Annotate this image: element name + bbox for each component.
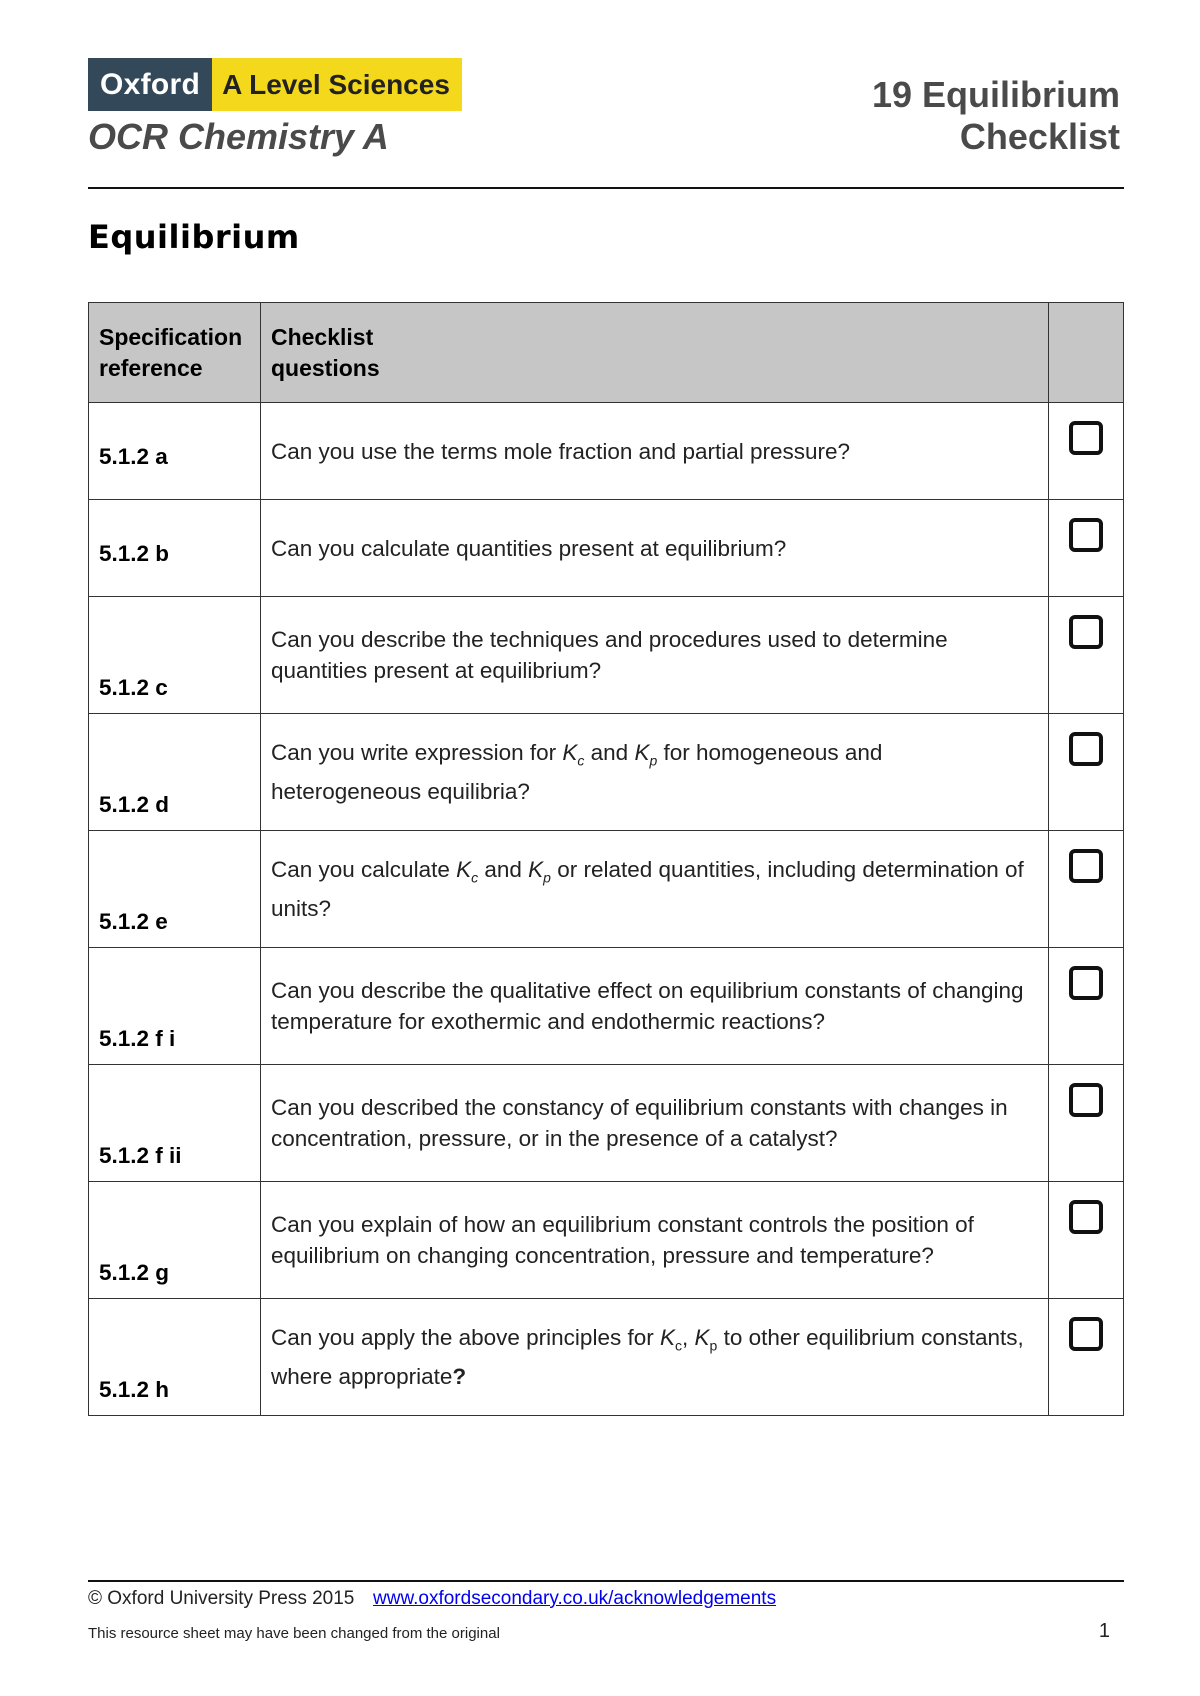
checklist-question bbox=[260, 597, 1048, 714]
section-heading: Equilibrium bbox=[88, 218, 300, 256]
spec-reference: 5.1.2 g bbox=[89, 1182, 261, 1299]
table-row bbox=[89, 403, 1124, 500]
table-row bbox=[89, 1299, 1124, 1416]
table-row bbox=[89, 1182, 1124, 1299]
checkbox-icon[interactable] bbox=[1069, 1200, 1103, 1234]
checkbox-cell bbox=[1049, 948, 1124, 1065]
question-text: c bbox=[577, 752, 585, 769]
question-text: c bbox=[674, 1337, 682, 1354]
question-text: p bbox=[649, 752, 658, 769]
checkbox-header bbox=[1049, 303, 1124, 403]
acknowledgements-link[interactable]: www.oxfordsecondary.co.uk/acknowledgements bbox=[373, 1588, 777, 1609]
checkbox-icon[interactable] bbox=[1069, 732, 1103, 766]
question-text: Can you apply the above principles for bbox=[270, 1324, 660, 1350]
checklist-question bbox=[260, 1065, 1048, 1182]
questions-header-line1: Checklist bbox=[270, 323, 374, 350]
table-row bbox=[89, 1065, 1124, 1182]
checkbox-cell bbox=[1049, 500, 1124, 597]
question-text: , bbox=[681, 1324, 695, 1350]
question-text: Can you calculate quantities present at equilibrium? bbox=[270, 535, 787, 561]
checkbox-icon[interactable] bbox=[1069, 518, 1103, 552]
table-row bbox=[89, 714, 1124, 831]
spec-reference: 5.1.2 c bbox=[89, 597, 261, 714]
checkbox-icon[interactable] bbox=[1069, 1317, 1103, 1351]
checkbox-icon[interactable] bbox=[1069, 1083, 1103, 1117]
copyright: © Oxford University Press 2015 bbox=[88, 1588, 355, 1609]
spec-ref-header bbox=[89, 303, 261, 403]
question-text: K bbox=[634, 739, 650, 765]
question-text: p bbox=[543, 869, 551, 886]
checklist-question bbox=[260, 500, 1048, 597]
question-text: and bbox=[584, 739, 635, 765]
question-text: Can you describe the techniques and procedures used to determine quantities present at equilibrium? bbox=[270, 627, 948, 683]
spec-reference: 5.1.2 b bbox=[89, 500, 261, 597]
table-row bbox=[89, 500, 1124, 597]
question-text: Can you describe the qualitative effect on equilibrium constants of changing temperature for exothermic and endothermic reactions? bbox=[270, 978, 1024, 1034]
checkbox-cell bbox=[1049, 831, 1124, 948]
document-title-line2: Checklist bbox=[959, 116, 1120, 157]
question-text: to other equilibrium constants, where appropriate bbox=[270, 1324, 1024, 1390]
brand-logo bbox=[88, 58, 462, 111]
checklist-table bbox=[88, 302, 1124, 1416]
question-text: and bbox=[478, 856, 529, 882]
checklist-question bbox=[260, 948, 1048, 1065]
header-divider bbox=[88, 187, 1124, 189]
disclaimer: This resource sheet may have been changed from the original bbox=[88, 1625, 500, 1642]
table-header-row bbox=[89, 303, 1124, 403]
table-row bbox=[89, 948, 1124, 1065]
question-text: p bbox=[709, 1337, 718, 1354]
page-number: 1 bbox=[1098, 1620, 1110, 1642]
questions-header-line2: questions bbox=[270, 354, 380, 381]
spec-reference: 5.1.2 f ii bbox=[89, 1065, 261, 1182]
checkbox-cell bbox=[1049, 1065, 1124, 1182]
question-text: K bbox=[456, 856, 472, 882]
question-text: K bbox=[694, 1324, 710, 1350]
logo-product: A Level Sciences bbox=[212, 58, 462, 111]
question-text: ? bbox=[452, 1364, 467, 1390]
question-text: Can you write expression for bbox=[270, 739, 563, 765]
checkbox-icon[interactable] bbox=[1069, 421, 1103, 455]
checklist-question bbox=[260, 714, 1048, 831]
question-text: for homogeneous and heterogeneous equilibria? bbox=[270, 739, 883, 805]
checkbox-cell bbox=[1049, 1182, 1124, 1299]
checkbox-icon[interactable] bbox=[1069, 966, 1103, 1000]
spec-reference: 5.1.2 a bbox=[89, 403, 261, 500]
question-text: Can you calculate bbox=[270, 856, 457, 882]
subject-title: OCR Chemistry A bbox=[88, 116, 389, 157]
checkbox-cell bbox=[1049, 403, 1124, 500]
spec-reference: 5.1.2 h bbox=[89, 1299, 261, 1416]
question-text: c bbox=[471, 869, 479, 886]
checklist-question bbox=[260, 831, 1048, 948]
checkbox-cell bbox=[1049, 714, 1124, 831]
question-text: K bbox=[659, 1324, 675, 1350]
question-text: K bbox=[528, 856, 544, 882]
checklist-question bbox=[260, 403, 1048, 500]
spec-ref-header-line2: reference bbox=[99, 354, 203, 381]
question-text: K bbox=[562, 739, 578, 765]
question-text: or related quantities, including determination of units? bbox=[270, 856, 1024, 922]
spec-ref-header-line1: Specification bbox=[99, 323, 243, 350]
questions-header bbox=[260, 303, 1048, 403]
question-text: Can you explain of how an equilibrium constant controls the position of equilibrium on changing concentration, pressure and temperature? bbox=[270, 1212, 974, 1268]
checkbox-icon[interactable] bbox=[1069, 849, 1103, 883]
question-text: Can you described the constancy of equilibrium constants with changes in concentration, pressure, or in the presence of a catalyst? bbox=[270, 1095, 1008, 1151]
checkbox-cell bbox=[1049, 597, 1124, 714]
logo-brand: Oxford bbox=[88, 58, 212, 111]
spec-reference: 5.1.2 f i bbox=[89, 948, 261, 1065]
checkbox-cell bbox=[1049, 1299, 1124, 1416]
spec-reference: 5.1.2 d bbox=[89, 714, 261, 831]
checklist-question bbox=[260, 1299, 1048, 1416]
checklist-rows bbox=[89, 403, 1124, 1416]
spec-reference: 5.1.2 e bbox=[89, 831, 261, 948]
question-text: Can you use the terms mole fraction and partial pressure? bbox=[270, 438, 851, 464]
document-title bbox=[872, 74, 1120, 158]
document-title-line1: 19 Equilibrium bbox=[871, 74, 1120, 115]
footer-divider bbox=[88, 1580, 1124, 1582]
checklist-question bbox=[260, 1182, 1048, 1299]
checkbox-icon[interactable] bbox=[1069, 615, 1103, 649]
table-row bbox=[89, 831, 1124, 948]
table-row bbox=[89, 597, 1124, 714]
